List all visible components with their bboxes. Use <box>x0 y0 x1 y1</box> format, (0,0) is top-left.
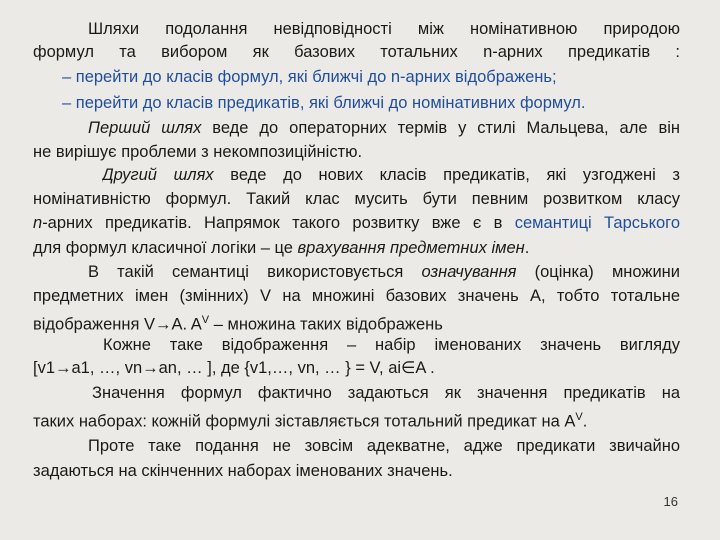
kozhne-line-2: [v1→a1, …, vn→an, … ], де {v1,…, vn, … } = V, ai∈A . <box>33 359 435 377</box>
second-path-line-3-text: -арних предикатів. Напрямок такого розвитку вже є в <box>42 214 515 232</box>
second-path-text: веде до нових класів предикатів, які узгоджені з <box>213 166 680 184</box>
first-path-text: веде до операторних термів у стилі Мальцева, але він <box>201 119 680 137</box>
superscript-v-2: V <box>575 411 583 423</box>
first-path-line-1 <box>88 117 680 139</box>
valuation-emphasis: означування <box>421 263 517 281</box>
second-path-line-4 <box>33 237 680 259</box>
n-var: n <box>33 214 43 232</box>
subject-names-emphasis: врахування предметних імен <box>297 239 525 257</box>
intro-line-2: формул та вибором як базових тотальних n-арних предикатів : <box>33 43 680 61</box>
option-2: – перейти до класів предикатів, які ближчі до номінативних формул. <box>62 94 586 112</box>
semantics-line-1 <box>88 261 680 283</box>
second-path-line-4-text: для формул класичної логіки – це <box>33 239 298 257</box>
second-path-label: Другий шлях <box>102 166 214 184</box>
kozhne-line-1: Кожне таке відображення – набір іменованих значень вигляду <box>103 336 680 354</box>
however-line-1: Проте таке подання не зовсім адекватне, адже предикати звичайно <box>88 437 680 455</box>
mapping-text: відображення V→A. A <box>33 315 202 334</box>
semantics-text-a: В такій семантиці використовується <box>88 263 422 281</box>
second-path-line-1 <box>102 164 680 186</box>
semantics-line-2: предметних імен (змінних) V на множині базових значень A, тобто тотальне <box>33 287 680 305</box>
page-number: 16 <box>663 494 678 509</box>
first-path-label: Перший шлях <box>88 119 202 137</box>
values-line-2-end: . <box>582 412 588 431</box>
however-line-2: задаються на скінченних наборах іменованих значень. <box>33 462 453 480</box>
values-line-2 <box>33 406 680 433</box>
semantics-text-b: (оцінка) множини <box>516 263 680 281</box>
second-path-line-2: номінативністю формул. Такий клас мусить бути певним розвитком класу <box>33 190 680 208</box>
values-line-1: Значення формул фактично задаються як значення предикатів на <box>92 384 680 402</box>
first-path-line-2: не вирішує проблеми з некомпозиційністю. <box>33 143 363 161</box>
second-path-line-3 <box>33 212 680 234</box>
period: . <box>524 239 530 257</box>
mapping-set-text: – множина таких відображень <box>209 315 443 334</box>
intro-line-1: Шляхи подолання невідповідності між номінативною природою <box>88 20 680 38</box>
values-line-2-text: таких наборах: кожній формулі зіставляється тотальний предикат на A <box>33 412 576 431</box>
semantics-line-3 <box>33 309 680 336</box>
option-1: – перейти до класів формул, які ближчі до n-арних відображень; <box>62 68 557 86</box>
superscript-v: V <box>201 314 210 326</box>
tarski-semantics-link: семантиці Тарського <box>514 214 680 232</box>
